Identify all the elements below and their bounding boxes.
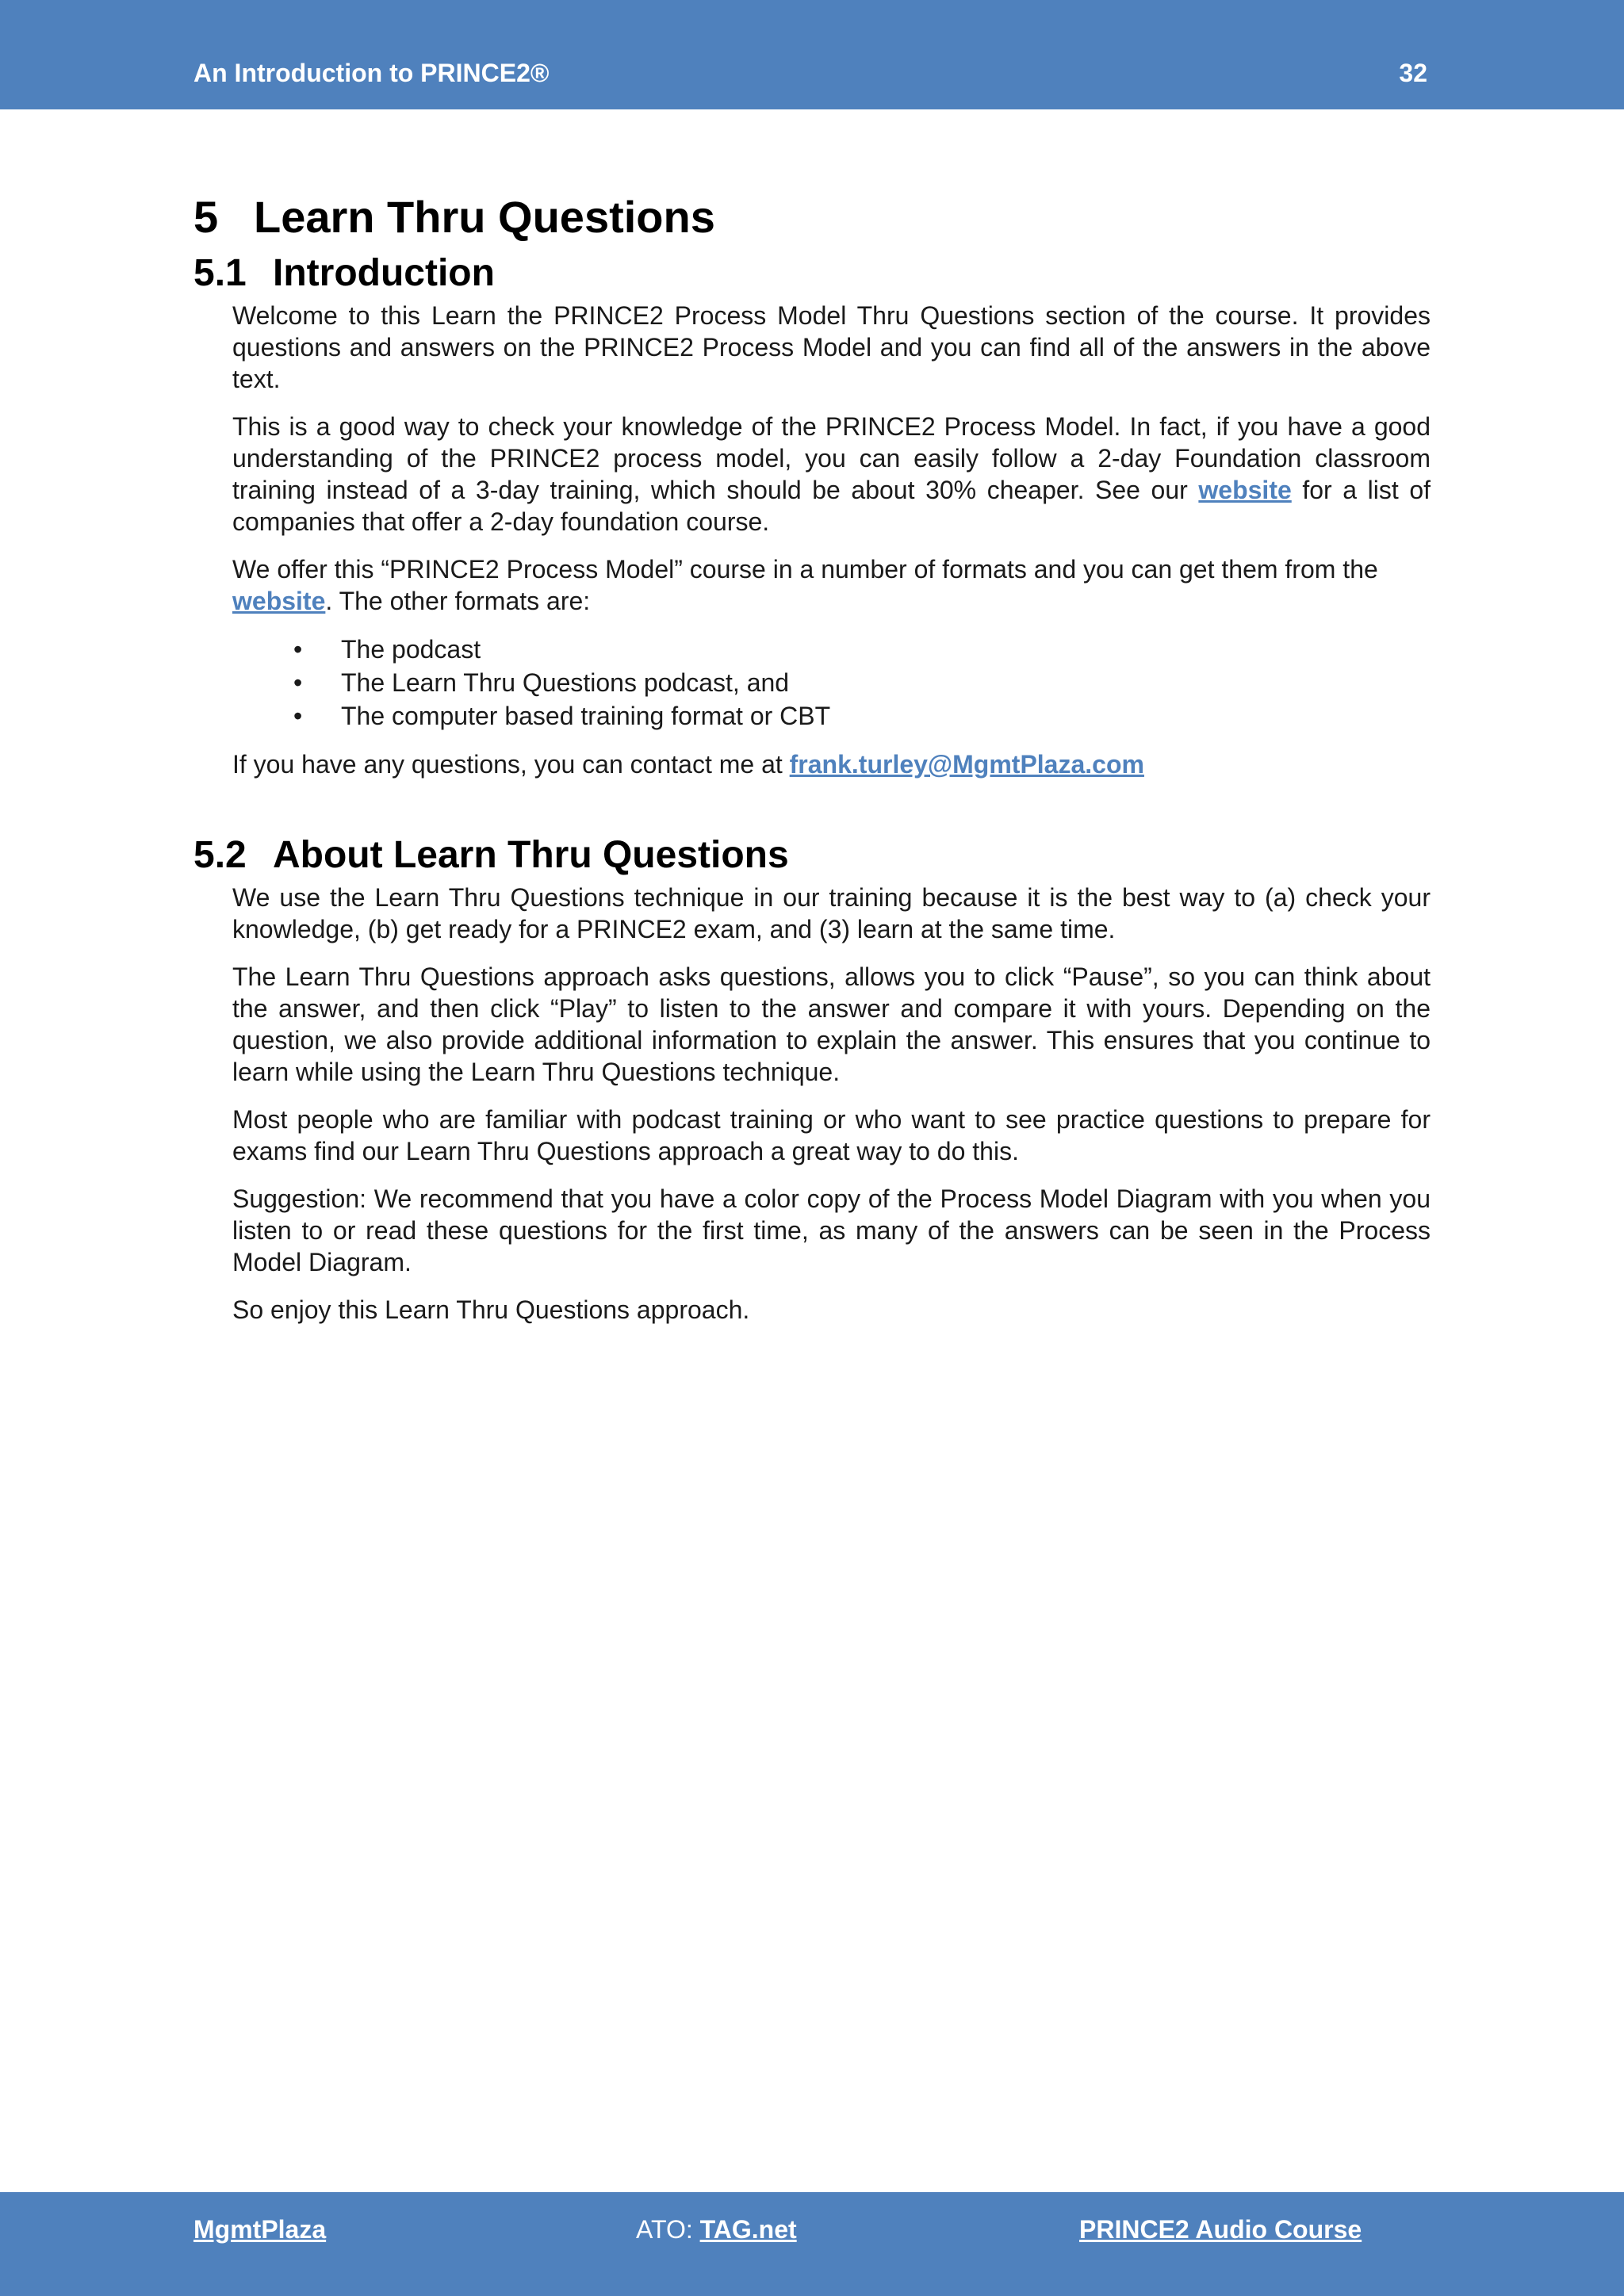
intro-paragraph-3-text: We offer this “PRINCE2 Process Model” course in a number of formats and you can get them from the bbox=[232, 555, 1378, 584]
list-item bbox=[232, 666, 1431, 699]
mgmtplaza-link[interactable]: MgmtPlaza bbox=[193, 2215, 327, 2244]
page-content bbox=[193, 187, 1431, 1341]
footer-middle bbox=[636, 2214, 797, 2245]
section-title: About Learn Thru Questions bbox=[273, 834, 789, 876]
section-heading-about bbox=[193, 829, 1431, 882]
ato-label: ATO: bbox=[636, 2215, 700, 2244]
chapter-number: 5 bbox=[193, 192, 219, 242]
email-link[interactable]: frank.turley@MgmtPlaza.com bbox=[789, 750, 1144, 779]
formats-list bbox=[232, 633, 1431, 733]
list-item-text: The computer based training format or CBT bbox=[341, 702, 831, 730]
list-item bbox=[232, 633, 1431, 666]
website-link[interactable]: website bbox=[1198, 476, 1292, 504]
about-paragraph-5: So enjoy this Learn Thru Questions approach. bbox=[232, 1295, 750, 1324]
footer-left bbox=[193, 2214, 326, 2245]
header-title: An Introduction to PRINCE2® bbox=[193, 59, 550, 87]
page-header-band bbox=[0, 0, 1624, 109]
list-item-text: The podcast bbox=[341, 635, 481, 664]
intro-paragraph-3 bbox=[232, 553, 1431, 617]
bullet-icon: • bbox=[293, 668, 303, 697]
chapter-heading bbox=[193, 187, 1431, 247]
section-title: Introduction bbox=[273, 252, 495, 294]
section-number: 5.2 bbox=[193, 834, 247, 876]
section-heading-introduction bbox=[193, 247, 1431, 300]
list-item-text: The Learn Thru Questions podcast, and bbox=[341, 668, 790, 697]
website-link-2[interactable]: website bbox=[232, 587, 326, 615]
contact-text: If you have any questions, you can contact me at bbox=[232, 750, 790, 779]
bullet-icon: • bbox=[293, 702, 303, 730]
section-introduction-body bbox=[232, 300, 1431, 780]
intro-paragraph-1: Welcome to this Learn the PRINCE2 Process Model Thru Questions section of the course. It provides questions and answers on the PRINCE2 Process Model and you can find all of the answers in the above text. bbox=[232, 301, 1431, 393]
about-paragraph-1: We use the Learn Thru Questions technique in our training because it is the best way to (a) check your knowledge, (b) get ready for a PRINCE2 exam, and (3) learn at the same time. bbox=[232, 883, 1431, 943]
page-number: 32 bbox=[1399, 59, 1427, 87]
contact-paragraph bbox=[232, 748, 1431, 780]
about-paragraph-4: Suggestion: We recommend that you have a color copy of the Process Model Diagram with you when you listen to or read these questions for the first time, as many of the answers can be seen in the Process Model Diagram. bbox=[232, 1184, 1431, 1276]
audio-course-link[interactable]: PRINCE2 Audio Course bbox=[1079, 2215, 1362, 2244]
about-paragraph-2: The Learn Thru Questions approach asks questions, allows you to click “Pause”, so you can think about the answer, and then click “Play” to listen to the answer and compare it with yours. Depending on the question, we also provide additional information to explain the answer. This ensures that you continue to learn while using the Learn Thru Questions technique. bbox=[232, 962, 1431, 1086]
chapter-title: Learn Thru Questions bbox=[254, 192, 715, 242]
list-item bbox=[232, 699, 1431, 733]
footer-right bbox=[1079, 2214, 1362, 2245]
intro-paragraph-2-text: This is a good way to check your knowledge of the PRINCE2 Process Model. In fact, if you have a good understanding of the PRINCE2 process model, you can easily follow a 2-day Foundation classroom training instead of a 3-day training, which should be about 30% cheaper. See our bbox=[232, 412, 1431, 504]
bullet-icon: • bbox=[293, 635, 303, 664]
tag-net-link[interactable]: TAG.net bbox=[699, 2215, 797, 2244]
intro-paragraph-2-text-end: for a list of companies that offer a 2-day foundation course. bbox=[232, 476, 1431, 536]
about-paragraph-3: Most people who are familiar with podcast training or who want to see practice questions to prepare for exams find our Learn Thru Questions approach a great way to do this. bbox=[232, 1105, 1431, 1165]
intro-paragraph-2 bbox=[232, 411, 1431, 538]
section-spacer bbox=[193, 796, 1431, 829]
section-number: 5.1 bbox=[193, 252, 247, 294]
section-about-body bbox=[232, 882, 1431, 1326]
intro-paragraph-3-text-end: . The other formats are: bbox=[325, 587, 591, 615]
